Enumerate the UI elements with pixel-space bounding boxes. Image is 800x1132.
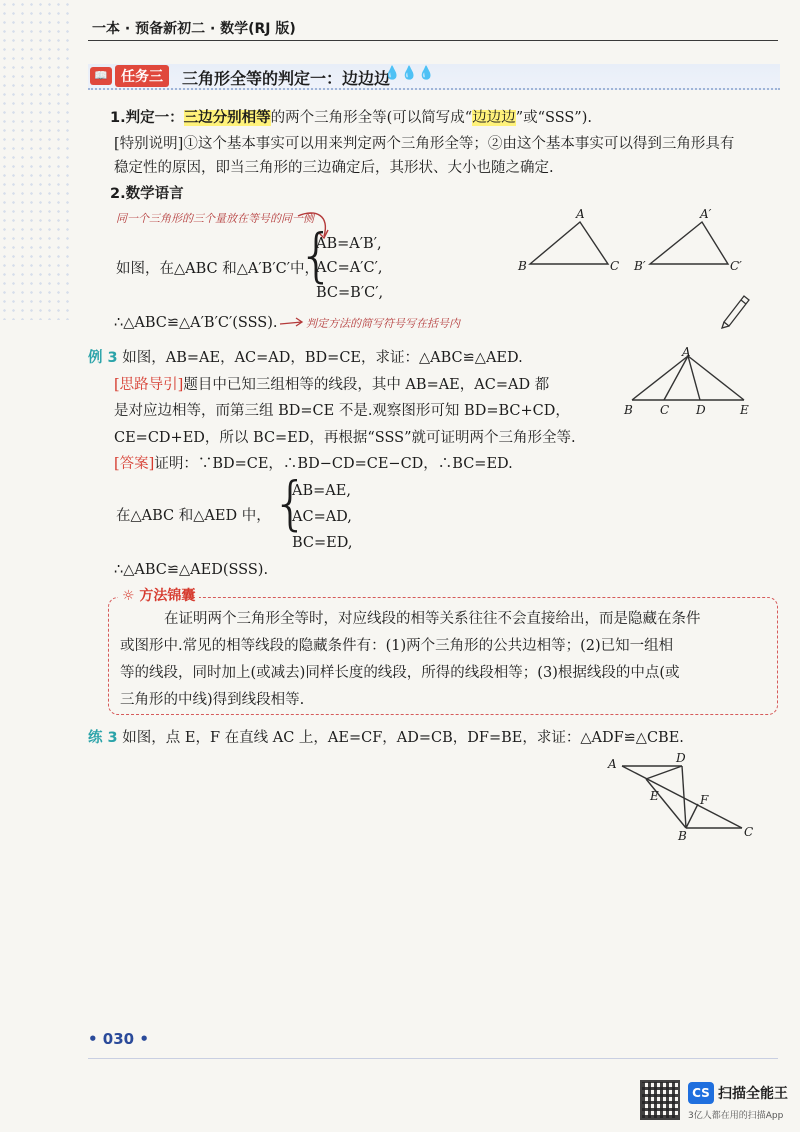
special-note-line-1 [114,134,734,154]
brace: { [298,221,335,289]
camscanner-logo-icon: CS [688,1082,714,1104]
fig1-label-B2: B′ [634,259,646,273]
fig1-label-A2: A′ [700,208,712,221]
difficulty-drops-icon: 💧💧💧 [384,66,436,81]
fig3-label-A: A [608,757,617,771]
page-number: • 030 • [88,1030,149,1048]
method-line-4: 三角形的中线)得到线段相等. [120,692,305,708]
math-language-prefix: 如图，在△ABC 和△A′B′C′中， [116,261,319,277]
book-header: 一本 · 预备新初二 · 数学(RJ 版) [92,21,296,37]
handwritten-arrow-2 [278,316,306,330]
task-badge-label: 任务三 [115,65,169,87]
footer-divider [88,1058,778,1059]
fig3-label-F: F [700,793,709,807]
task-badge [90,65,169,87]
equation-3: BC=B′C′, [316,285,384,301]
camscanner-name: 扫描全能王 [718,1086,788,1102]
method-line-2: 或图形中.常见的相等线段的隐藏条件有：(1)两个三角形的公共边相等；(2)已知一组相 [120,638,674,654]
task-title: 三角形全等的判定一：边边边 [182,69,391,88]
hint-line-3: CE=CD+ED，所以 BC=ED，再根据“SSS”就可证明两个三角形全等. [114,430,576,446]
fig1-label-B: B [518,259,527,273]
practice-3 [88,728,684,748]
special-note-text-1: ①这个基本事实可以用来判定两个三角形全等；②由这个基本事实可以得到三角形具有 [183,136,735,152]
figure-practice-3 [600,752,760,844]
answer-eq-3: BC=ED, [292,535,353,551]
definition-highlight-2: 边边边 [472,110,516,126]
book-icon: 📖 [90,67,112,85]
sss-conclusion: ∴△ABC≌△A′B′C′(SSS). [114,315,278,331]
header-divider [88,40,778,41]
hint-label: [思路导引] [114,377,184,393]
fig1-label-A: A [576,208,585,221]
fig3-label-C: C [744,825,754,839]
special-note-line-2: 稳定性的原因，即当三角形的三边确定后，其形状、大小也随之确定. [114,160,554,176]
fig2-label-E: E [740,403,749,417]
example-statement: 如图，AB=AE，AC=AD，BD=CE，求证：△ABC≌△AED. [122,350,523,366]
example-3 [88,348,523,368]
hint-line-2: 是对应边相等，而第三组 BD=CE 不是.观察图形可知 BD=BC+CD， [114,403,570,419]
equation-1: AB=A′B′, [316,236,382,252]
practice-statement: 如图，点 E，F 在直线 AC 上，AE=CF，AD=CB，DF=BE，求证：△ADF≌△CBE. [122,730,684,746]
fig2-label-C: C [660,403,670,417]
practice-label: 练 3 [88,730,118,746]
example-label: 例 3 [88,350,118,366]
definition-end: ”或“SSS”). [515,110,592,126]
method-line-1: 在证明两个三角形全等时，对应线段的相等关系往往不会直接给出，而是隐藏在条件 [164,611,701,627]
answer-text-1: 证明：∵BD=CE，∴BD−CD=CE−CD，∴BC=ED. [154,456,513,472]
definition-prefix: 1.判定一： [110,110,184,126]
fig3-label-B: B [678,829,687,843]
answer-label: [答案] [114,456,155,472]
answer-conclusion: ∴△ABC≌△AED(SSS). [114,562,269,578]
fig1-label-C2: C′ [730,259,742,273]
definition-mid: 的两个三角形全等(可以简写成“ [270,110,473,126]
fig2-label-D: D [696,403,706,417]
figure-example-3 [612,346,762,418]
hint-line-1 [114,375,549,395]
handwritten-note-1: 同一个三角形的三个量放在等号的同一侧 [116,212,314,225]
handwritten-note-2: 判定方法的简写符号写在括号内 [306,317,460,330]
method-tips-title: ☼ 方法锦囊 [118,585,199,605]
fig3-label-E: E [650,789,659,803]
answer-brace: { [272,469,309,537]
fig2-label-B: B [624,403,633,417]
answer-eq-2: AC=AD, [292,509,352,525]
answer-line-1 [114,454,513,474]
qr-code-icon [640,1080,680,1120]
answer-eq-1: AB=AE, [292,483,351,499]
fig3-label-D: D [676,752,686,765]
definition-line [110,108,592,128]
math-language-heading: 2.数学语言 [110,186,184,202]
pencil-icon [716,290,752,330]
fig1-label-C: C [610,259,620,273]
hint-text-1: 题目中已知三组相等的线段，其中 AB=AE，AC=AD 都 [183,377,550,393]
fig2-label-A: A [682,346,691,359]
camscanner-tagline: 3亿人都在用的扫描App [688,1111,784,1121]
special-note-label: [特别说明] [114,136,184,152]
answer-prefix: 在△ABC 和△AED 中， [116,508,271,524]
method-line-3: 等的线段，同时加上(或减去)同样长度的线段，所得的线段相等；(3)根据线段的中点(或 [120,665,680,681]
decorative-dot-pattern [0,0,70,320]
equation-2: AC=A′C′, [316,260,383,276]
figure-congruent-triangles [510,208,750,284]
definition-highlight: 三边分别相等 [183,110,271,126]
